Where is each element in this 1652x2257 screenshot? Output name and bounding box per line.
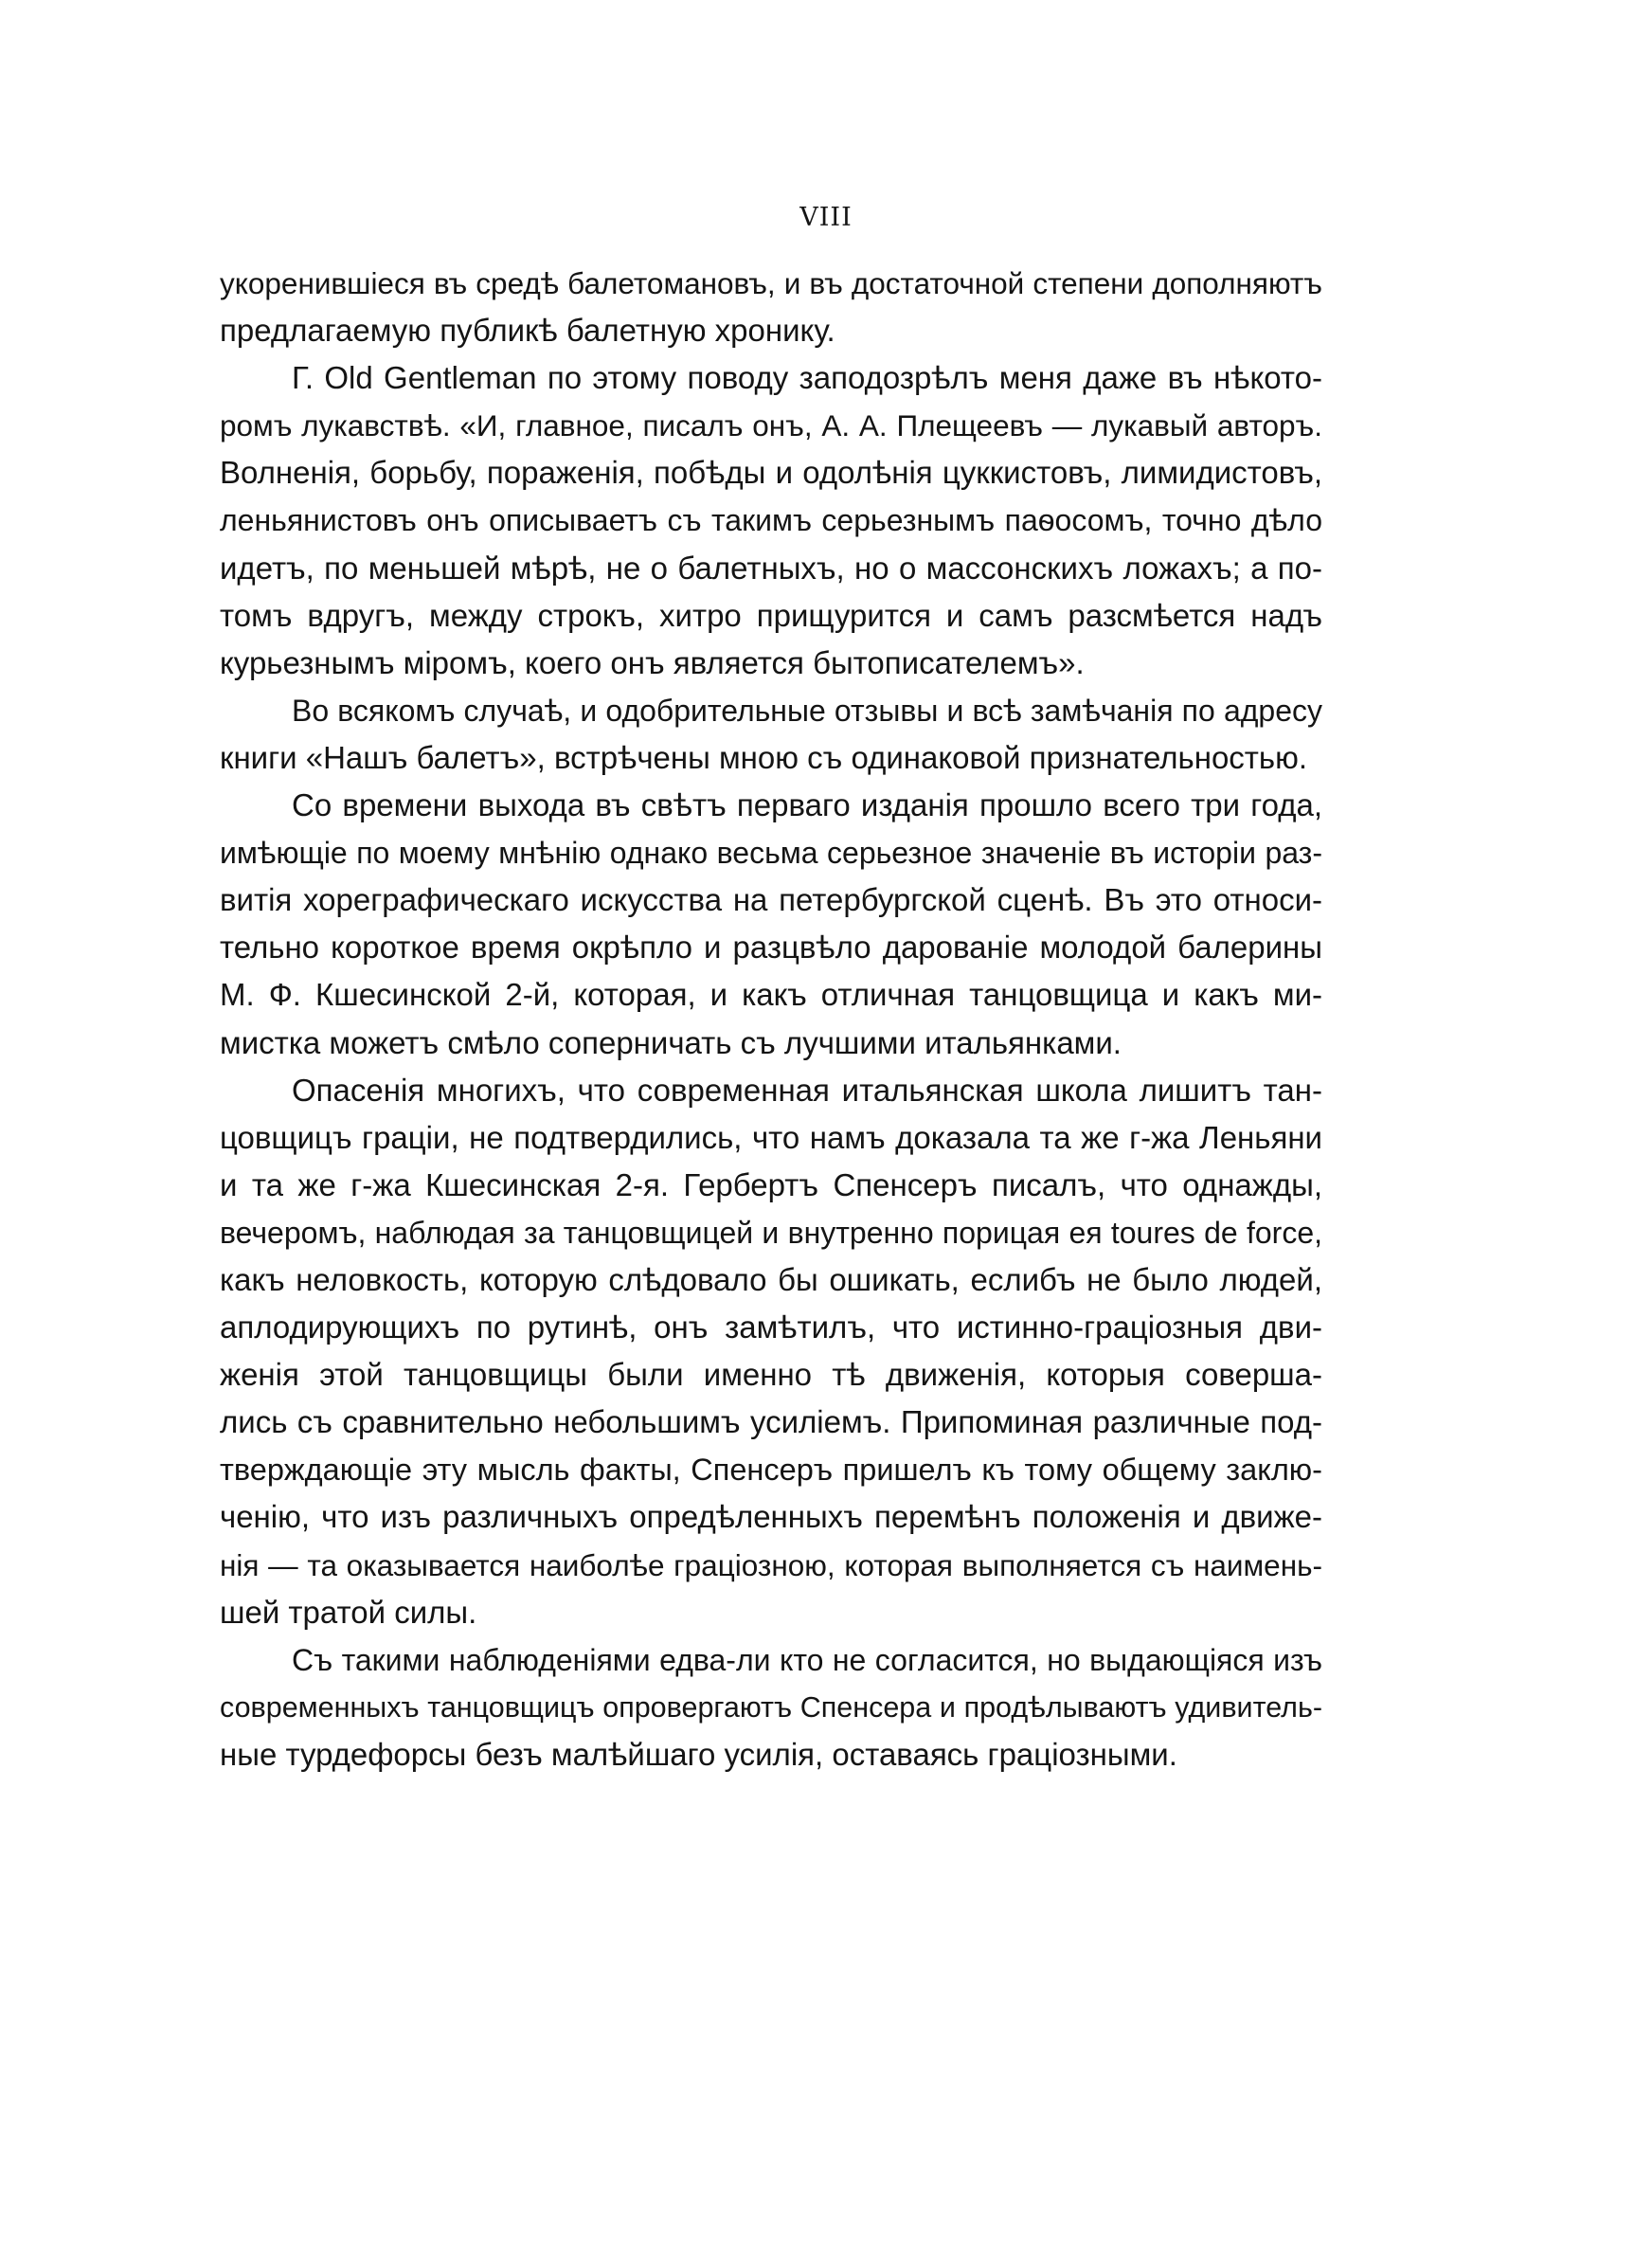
text-line: курьезнымъ міромъ, коего онъ является бытописателемъ».	[220, 644, 1085, 680]
text-line: имѣющіе по моему мнѣнію однако весьма серьезное значеніе въ исторіи раз-	[220, 836, 1322, 871]
text-line: предлагаемую публикѣ балетную хронику.	[220, 313, 835, 349]
text-line: томъ вдругъ, между строкъ, хитро прищурится и самъ разсмѣется надъ	[220, 597, 1322, 633]
text-line: Волненія, борьбу, пораженія, побѣды и одолѣнія цуккистовъ, лимидистовъ,	[220, 455, 1322, 491]
text-line: книги «Нашъ балетъ», встрѣчены мною съ одинаковой признательностью.	[220, 739, 1308, 775]
text-line: ные турдефорсы безъ малѣйшаго усилія, оставаясь граціозными.	[220, 1736, 1177, 1772]
text-line: современныхъ танцовщицъ опровергаютъ Спенсера и продѣлываютъ удивитель-	[220, 1690, 1322, 1724]
text-line: лись съ сравнительно небольшимъ усиліемъ. Припоминая различные под-	[220, 1404, 1322, 1440]
text-line: ченію, что изъ различныхъ опредѣленныхъ перемѣнъ положенія и движе-	[220, 1499, 1322, 1535]
text-line: идетъ, по меньшей мѣрѣ, не о балетныхъ, но о массонскихъ ложахъ; а по-	[220, 550, 1322, 586]
body-text	[220, 260, 1322, 1779]
text-line: и та же г-жа Кшесинская 2-я. Гербертъ Спенсеръ писалъ, что однажды,	[220, 1166, 1322, 1202]
text-line: Съ такими наблюденіями едва-ли кто не согласится, но выдающіяся изъ	[292, 1642, 1322, 1677]
text-line: вечеромъ, наблюдая за танцовщицей и внутренно порицая ея toures de force,	[220, 1215, 1322, 1250]
text-line: Опасенія многихъ, что современная итальянская школа лишитъ тан-	[292, 1072, 1322, 1108]
text-line: ромъ лукавствѣ. «И, главное, писалъ онъ, А. А. Плещеевъ — лукавый авторъ.	[220, 408, 1322, 443]
text-line: Г. Old Gentleman по этому поводу заподозрѣлъ меня даже въ нѣкото-	[292, 360, 1322, 396]
text-line: женія этой танцовщицы были именно тѣ движенія, которыя соверша-	[220, 1357, 1322, 1393]
text-line: нія — та оказывается наиболѣе граціозною, которая выполняется съ наимень-	[220, 1547, 1322, 1582]
text-line: М. Ф. Кшесинской 2-й, которая, и какъ отличная танцовщица и какъ ми-	[220, 977, 1322, 1013]
text-line: цовщицъ граціи, не подтвердились, что намъ доказала та же г-жа Леньяни	[220, 1119, 1322, 1155]
text-line: шей тратой силы.	[220, 1594, 477, 1630]
text-line: тельно короткое время окрѣпло и разцвѣло дарованіе молодой балерины	[220, 930, 1322, 966]
text-line: тверждающіе эту мысль факты, Спенсеръ пришелъ къ тому общему заклю-	[220, 1453, 1322, 1488]
text-line: Со времени выхода въ свѣтъ перваго изданія прошло всего три года,	[292, 787, 1322, 823]
text-line: Во всякомъ случаѣ, и одобрительные отзывы и всѣ замѣчанія по адресу	[292, 693, 1322, 728]
text-line: мистка можетъ смѣло соперничать съ лучшими итальянками.	[220, 1024, 1122, 1060]
text-line: аплодирующихъ по рутинѣ, онъ замѣтилъ, что истинно-граціозныя дви-	[220, 1309, 1322, 1345]
text-line: леньянистовъ онъ описываетъ съ такимъ серьезнымъ паѳосомъ, точно дѣло	[220, 503, 1322, 538]
text-line: укоренившіеся въ средѣ балетомановъ, и въ достаточной степени дополняютъ	[220, 266, 1322, 300]
text-line: какъ неловкость, которую слѣдовало бы ошикать, еслибъ не было людей,	[220, 1261, 1322, 1297]
text-line: витія хореграфическаго искусства на петербургской сценѣ. Въ это относи-	[220, 882, 1322, 918]
page-number: VIII	[799, 203, 853, 232]
